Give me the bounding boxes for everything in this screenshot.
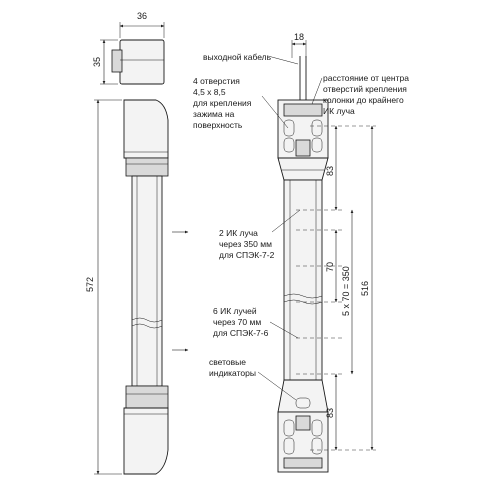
label-indicators [209,357,256,378]
dim-hole-span-label: 516 [360,280,370,296]
side-view-shaft [132,176,162,386]
svg-text:2 ИК луча: 2 ИК луча [219,228,258,238]
top-view-body [120,40,164,84]
dim-step [325,230,336,302]
label-two-beams [219,228,275,260]
side-view-bottom-head [124,408,168,474]
dim-mount-to-first-label: 83 [325,165,335,176]
svg-text:отверстий крепления: отверстий крепления [323,84,407,94]
light-indicators [278,380,328,412]
dim-width-top-label: 36 [137,11,148,21]
dim-height-top-label: 35 [92,56,102,67]
top-view-connector [112,50,122,72]
label-output-cable: выходной кабель [203,52,272,62]
svg-text:4,5 x 8,5: 4,5 x 8,5 [193,87,226,97]
label-distance-note [323,73,409,116]
side-view-top-head [124,100,168,158]
dim-width-top [120,11,164,38]
side-view [124,100,168,474]
svg-text:индикаторы: индикаторы [209,368,256,378]
svg-text:4 отверстия: 4 отверстия [193,76,240,86]
svg-text:поверхность: поверхность [193,120,243,130]
front-view [278,56,328,472]
svg-text:через 350 мм: через 350 мм [219,239,272,249]
dim-cable-offset [292,32,306,58]
dim-step-label: 70 [325,261,335,272]
svg-text:через 70 мм: через 70 мм [213,317,262,327]
dim-beam-span-label: 5 x 70 = 350 [341,266,351,316]
svg-text:зажима на: зажима на [193,109,235,119]
dim-hole-span [360,126,372,450]
svg-text:для СПЭК-7-2: для СПЭК-7-2 [219,250,275,260]
svg-text:для СПЭК-7-6: для СПЭК-7-6 [213,328,269,338]
top-view [112,40,164,84]
svg-text:расстояние от центра: расстояние от центра [323,73,409,83]
dim-beam-span [341,210,352,374]
svg-text:ИК луча: ИК луча [323,106,355,116]
svg-text:6 ИК лучей: 6 ИК лучей [213,306,257,316]
svg-text:колонки до крайнего: колонки до крайнего [323,95,404,105]
svg-text:для крепления: для крепления [193,98,252,108]
dim-total-length [85,100,122,474]
label-mount-holes [193,76,252,130]
label-six-beams [213,306,269,338]
dim-last-to-mount-label: 83 [325,407,335,418]
dim-cable-offset-label: 18 [294,32,305,42]
svg-text:световые: световые [209,357,246,367]
dim-total-length-label: 572 [85,276,95,292]
